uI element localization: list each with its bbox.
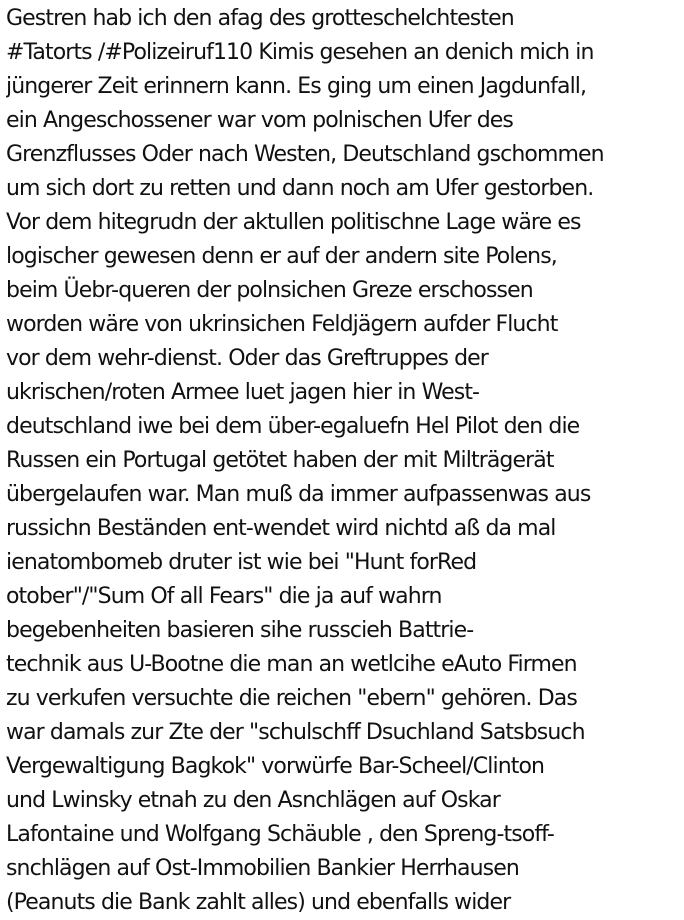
text-line: Gestren hab ich den afag des grotteschelchtesten (6, 6, 514, 31)
text-line: logischer gewesen denn er auf der andern site Polens, (6, 244, 557, 269)
text-line: Grenzflusses Oder nach Westen, Deutschland gschommen (6, 142, 604, 167)
text-line: beim Üebr-queren der polnsichen Greze erschossen (6, 278, 533, 303)
text-line: snchlägen auf Ost-Immobilien Bankier Herrhausen (6, 856, 519, 881)
text-line: worden wäre von ukrinsichen Feldjägern aufder Flucht (6, 312, 558, 337)
document-body (6, 2, 684, 920)
text-line: ukrischen/roten Armee luet jagen hier in West- (6, 380, 480, 405)
text-line: übergelaufen war. Man muß da immer aufpassenwas aus (6, 482, 591, 507)
text-line: Lafontaine und Wolfgang Schäuble , den Spreng-tsoff- (6, 822, 554, 847)
text-line: begebenheiten basieren sihe russcieh Battrie- (6, 618, 474, 643)
text-line: technik aus U-Bootne die man an wetlcihe eAuto Firmen (6, 652, 577, 677)
text-line: jüngerer Zeit erinnern kann. Es ging um einen Jagdunfall, (6, 74, 587, 99)
text-line: und Lwinsky etnah zu den Asnchlägen auf Oskar (6, 788, 500, 813)
text-line: war damals zur Zte der "schulschff Dsuchland Satsbsuch (6, 720, 585, 745)
text-line: otober"/"Sum Of all Fears" die ja auf wahrn (6, 584, 442, 609)
text-line: zu verkufen versuchte die reichen "ebern" gehören. Das (6, 686, 577, 711)
text-line: russichn Beständen ent-wendet wird nichtd aß da mal (6, 516, 556, 541)
text-line: um sich dort zu retten und dann noch am Ufer gestorben. (6, 176, 594, 201)
text-line: vor dem wehr-dienst. Oder das Greftruppes der (6, 346, 488, 371)
text-line: (Peanuts die Bank zahlt alles) und ebenfalls wider (6, 890, 511, 915)
text-line: Russen ein Portugal getötet haben der mit Milträgerät (6, 448, 554, 473)
text-line: ein Angeschossener war vom polnischen Ufer des (6, 108, 513, 133)
text-line: deutschland iwe bei dem über-egaluefn Hel Pilot den die (6, 414, 580, 439)
text-line: ienatombomeb druter ist wie bei "Hunt forRed (6, 550, 477, 575)
text-line: #Tatorts /#Polizeiruf110 Kimis gesehen an denich mich in (6, 40, 594, 65)
text-line: Vergewaltigung Bagkok" vorwürfe Bar-Scheel/Clinton (6, 754, 545, 779)
text-line: Vor dem hitegrudn der aktullen politischne Lage wäre es (6, 210, 581, 235)
